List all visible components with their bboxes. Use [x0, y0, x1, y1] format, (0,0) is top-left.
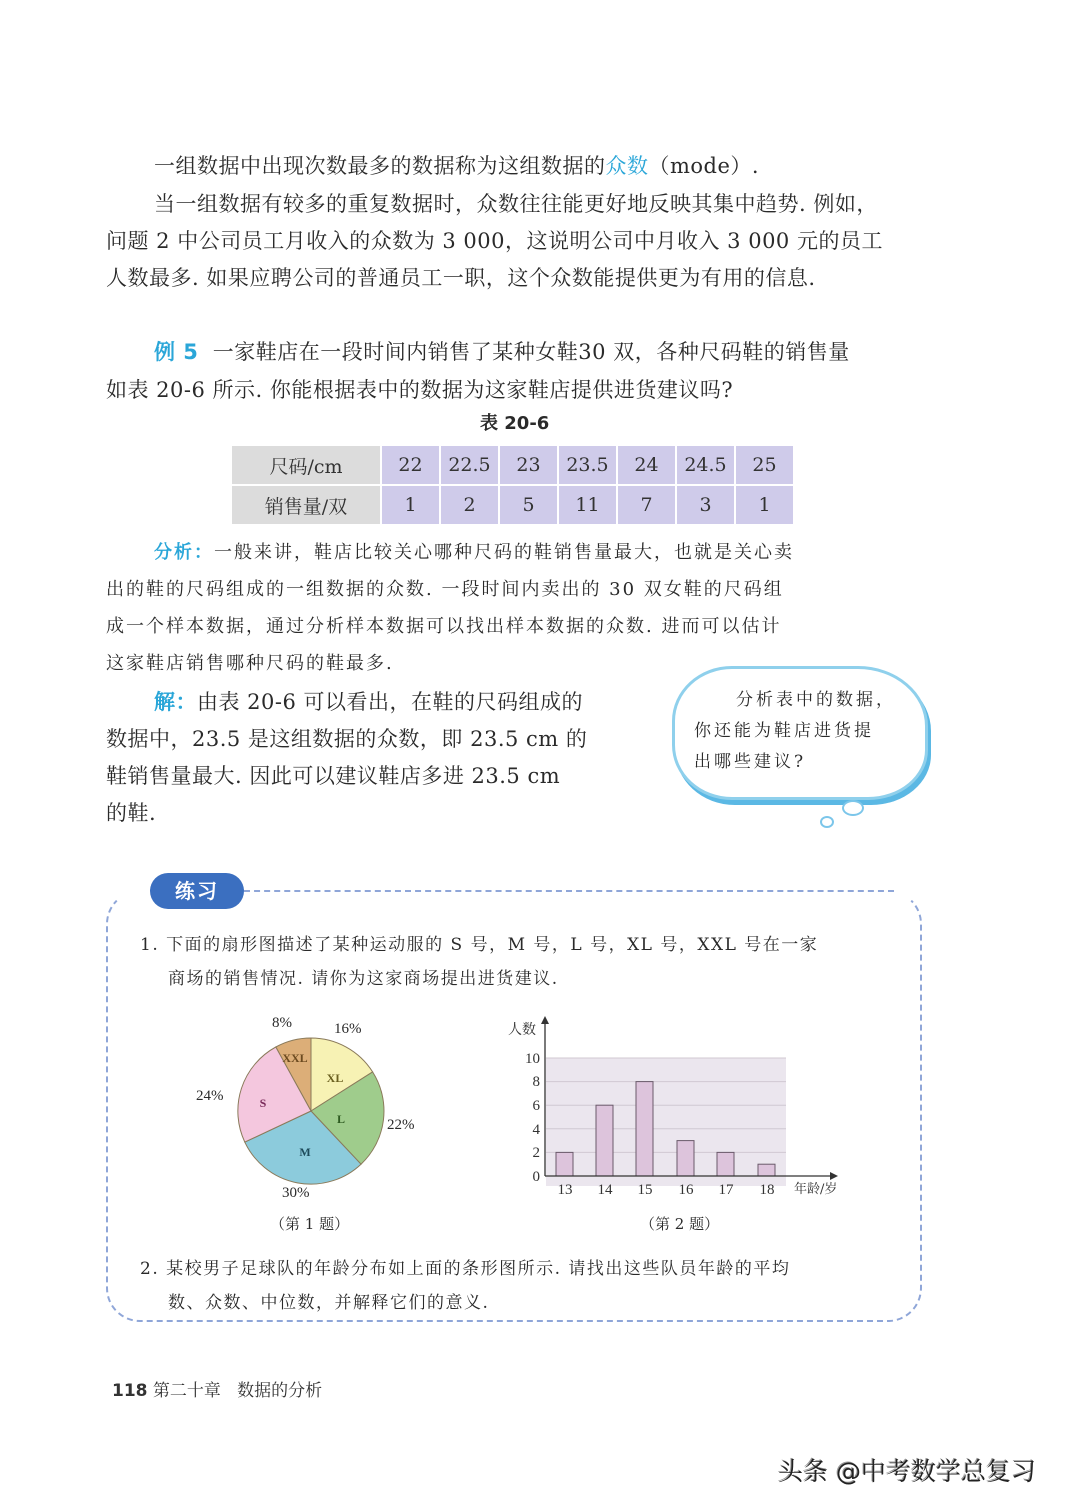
analysis-line: 这家鞋店销售哪种尺码的鞋最多. — [106, 653, 394, 674]
table-cell: 22 — [382, 446, 439, 484]
bubble-text: 分析表中的数据， — [736, 690, 896, 710]
table-cell: 1 — [736, 486, 793, 524]
paragraph-line: 当一组数据有较多的重复数据时，众数往往能更好地反映其集中趋势. 例如， — [154, 192, 878, 216]
figure-1-caption: （第 1 题） — [270, 1215, 350, 1233]
solution-line — [154, 686, 583, 716]
x-tick: 15 — [637, 1182, 653, 1198]
pie-pct-xxl: 8% — [272, 1015, 292, 1031]
question-1-line: 商场的销售情况. 请你为这家商场提出进货建议. — [168, 969, 559, 989]
table-cell: 3 — [677, 486, 734, 524]
question-1-line: 1. 下面的扇形图描述了某种运动服的 S 号，M 号，L 号，XL 号，XXL 号在一家 — [140, 935, 819, 955]
analysis-line — [154, 538, 794, 564]
solution-label: 解： — [154, 690, 197, 714]
pie-pct-xl: 16% — [334, 1021, 362, 1037]
table-title: 表 20-6 — [480, 413, 550, 434]
y-axis-label: 人数 — [508, 1022, 536, 1038]
paragraph-line: 问题 2 中公司员工月收入的众数为 3 000，这说明公司中月收入 3 000 元的员工 — [106, 229, 883, 253]
pie-label-l: L — [336, 1112, 346, 1126]
x-tick: 18 — [759, 1182, 775, 1198]
sales-table — [230, 444, 795, 526]
table-cell: 23.5 — [559, 446, 616, 484]
definition-term: 众数 — [605, 154, 649, 178]
bar-chart — [500, 1010, 860, 1200]
page-footer — [112, 1376, 322, 1401]
bar-13 — [556, 1152, 573, 1176]
example-label: 例 5 — [154, 340, 199, 364]
chapter-label: 第二十章 — [152, 1381, 221, 1401]
x-axis-label: 年龄/岁 — [794, 1182, 838, 1197]
section-label: 数据的分析 — [237, 1381, 323, 1401]
y-tick: 6 — [532, 1098, 540, 1114]
y-tick: 10 — [525, 1051, 540, 1067]
table-cell: 24.5 — [677, 446, 734, 484]
analysis-line: 出的鞋的尺码组成的一组数据的众数. 一段时间内卖出的 30 双女鞋的尺码组 — [106, 579, 784, 600]
table-cell: 7 — [618, 486, 675, 524]
table-cell: 24 — [618, 446, 675, 484]
row-header: 尺码/cm — [232, 446, 380, 484]
y-tick: 2 — [532, 1145, 540, 1161]
pie-pct-s: 24% — [196, 1088, 224, 1104]
page-number: 118 — [112, 1381, 148, 1401]
example-text: 一家鞋店在一段时间内销售了某种女鞋30 双，各种尺码鞋的销售量 — [212, 340, 850, 364]
bar-15 — [636, 1082, 653, 1176]
bubble-dot — [842, 800, 864, 816]
paragraph-line: 人数最多. 如果应聘公司的普通员工一职，这个众数能提供更为有用的信息. — [106, 266, 816, 290]
table-cell: 2 — [441, 486, 498, 524]
definition-pre: 一组数据中出现次数最多的数据称为这组数据的 — [154, 154, 606, 178]
analysis-line: 成一个样本数据，通过分析样本数据可以找出样本数据的众数. 进而可以估计 — [106, 616, 782, 637]
definition-post: （mode）. — [648, 154, 760, 178]
pie-pct-m: 30% — [282, 1185, 310, 1201]
example-line: 如表 20-6 所示. 你能根据表中的数据为这家鞋店提供进货建议吗? — [106, 378, 734, 402]
pie-label-xxl: XXL — [282, 1051, 308, 1065]
pie-label-s: S — [259, 1096, 267, 1110]
practice-top-border — [244, 890, 894, 892]
solution-line: 鞋销售量最大. 因此可以建议鞋店多进 23.5 cm — [106, 764, 561, 788]
solution-line: 数据中，23.5 是这组数据的众数，即 23.5 cm 的 — [106, 727, 588, 751]
table-cell: 11 — [559, 486, 616, 524]
bubble-dot — [820, 816, 834, 828]
practice-badge: 练习 — [150, 873, 244, 909]
table-cell: 23 — [500, 446, 557, 484]
bar-14 — [596, 1105, 613, 1176]
pie-label-xl: XL — [326, 1071, 344, 1085]
pie-chart — [236, 1036, 386, 1186]
row-header: 销售量/双 — [232, 486, 380, 524]
y-tick: 0 — [532, 1169, 540, 1185]
x-tick: 13 — [557, 1182, 573, 1198]
table-cell: 25 — [736, 446, 793, 484]
solution-line: 的鞋. — [106, 801, 157, 825]
watermark: 头条 @中考数学总复习 — [778, 1457, 1036, 1486]
table-cell: 22.5 — [441, 446, 498, 484]
bar-18 — [758, 1164, 775, 1176]
bar-16 — [677, 1141, 694, 1176]
table-cell: 5 — [500, 486, 557, 524]
example-line — [154, 336, 850, 366]
solution-text: 由表 20-6 可以看出，在鞋的尺码组成的 — [197, 690, 584, 714]
table-row — [232, 446, 793, 484]
analysis-text: 一般来讲，鞋店比较关心哪种尺码的鞋销售量最大，也就是关心卖 — [214, 542, 794, 563]
y-tick: 8 — [532, 1074, 540, 1090]
bubble-text: 出哪些建议? — [694, 752, 807, 772]
table-row — [232, 486, 793, 524]
definition-line — [154, 150, 759, 180]
pie-pct-l: 22% — [387, 1117, 415, 1133]
x-tick: 16 — [678, 1182, 694, 1198]
y-tick: 4 — [532, 1122, 540, 1138]
question-2-line: 2. 某校男子足球队的年龄分布如上面的条形图所示. 请找出这些队员年龄的平均 — [140, 1259, 791, 1279]
table-cell: 1 — [382, 486, 439, 524]
bubble-text: 你还能为鞋店进货提 — [694, 721, 874, 741]
x-tick: 17 — [718, 1182, 734, 1198]
x-tick: 14 — [597, 1182, 613, 1198]
question-2-line: 数、众数、中位数，并解释它们的意义. — [168, 1293, 490, 1313]
bar-17 — [717, 1152, 734, 1176]
figure-2-caption: （第 2 题） — [640, 1215, 720, 1233]
pie-label-m: M — [299, 1145, 311, 1159]
analysis-label: 分析： — [154, 542, 214, 563]
